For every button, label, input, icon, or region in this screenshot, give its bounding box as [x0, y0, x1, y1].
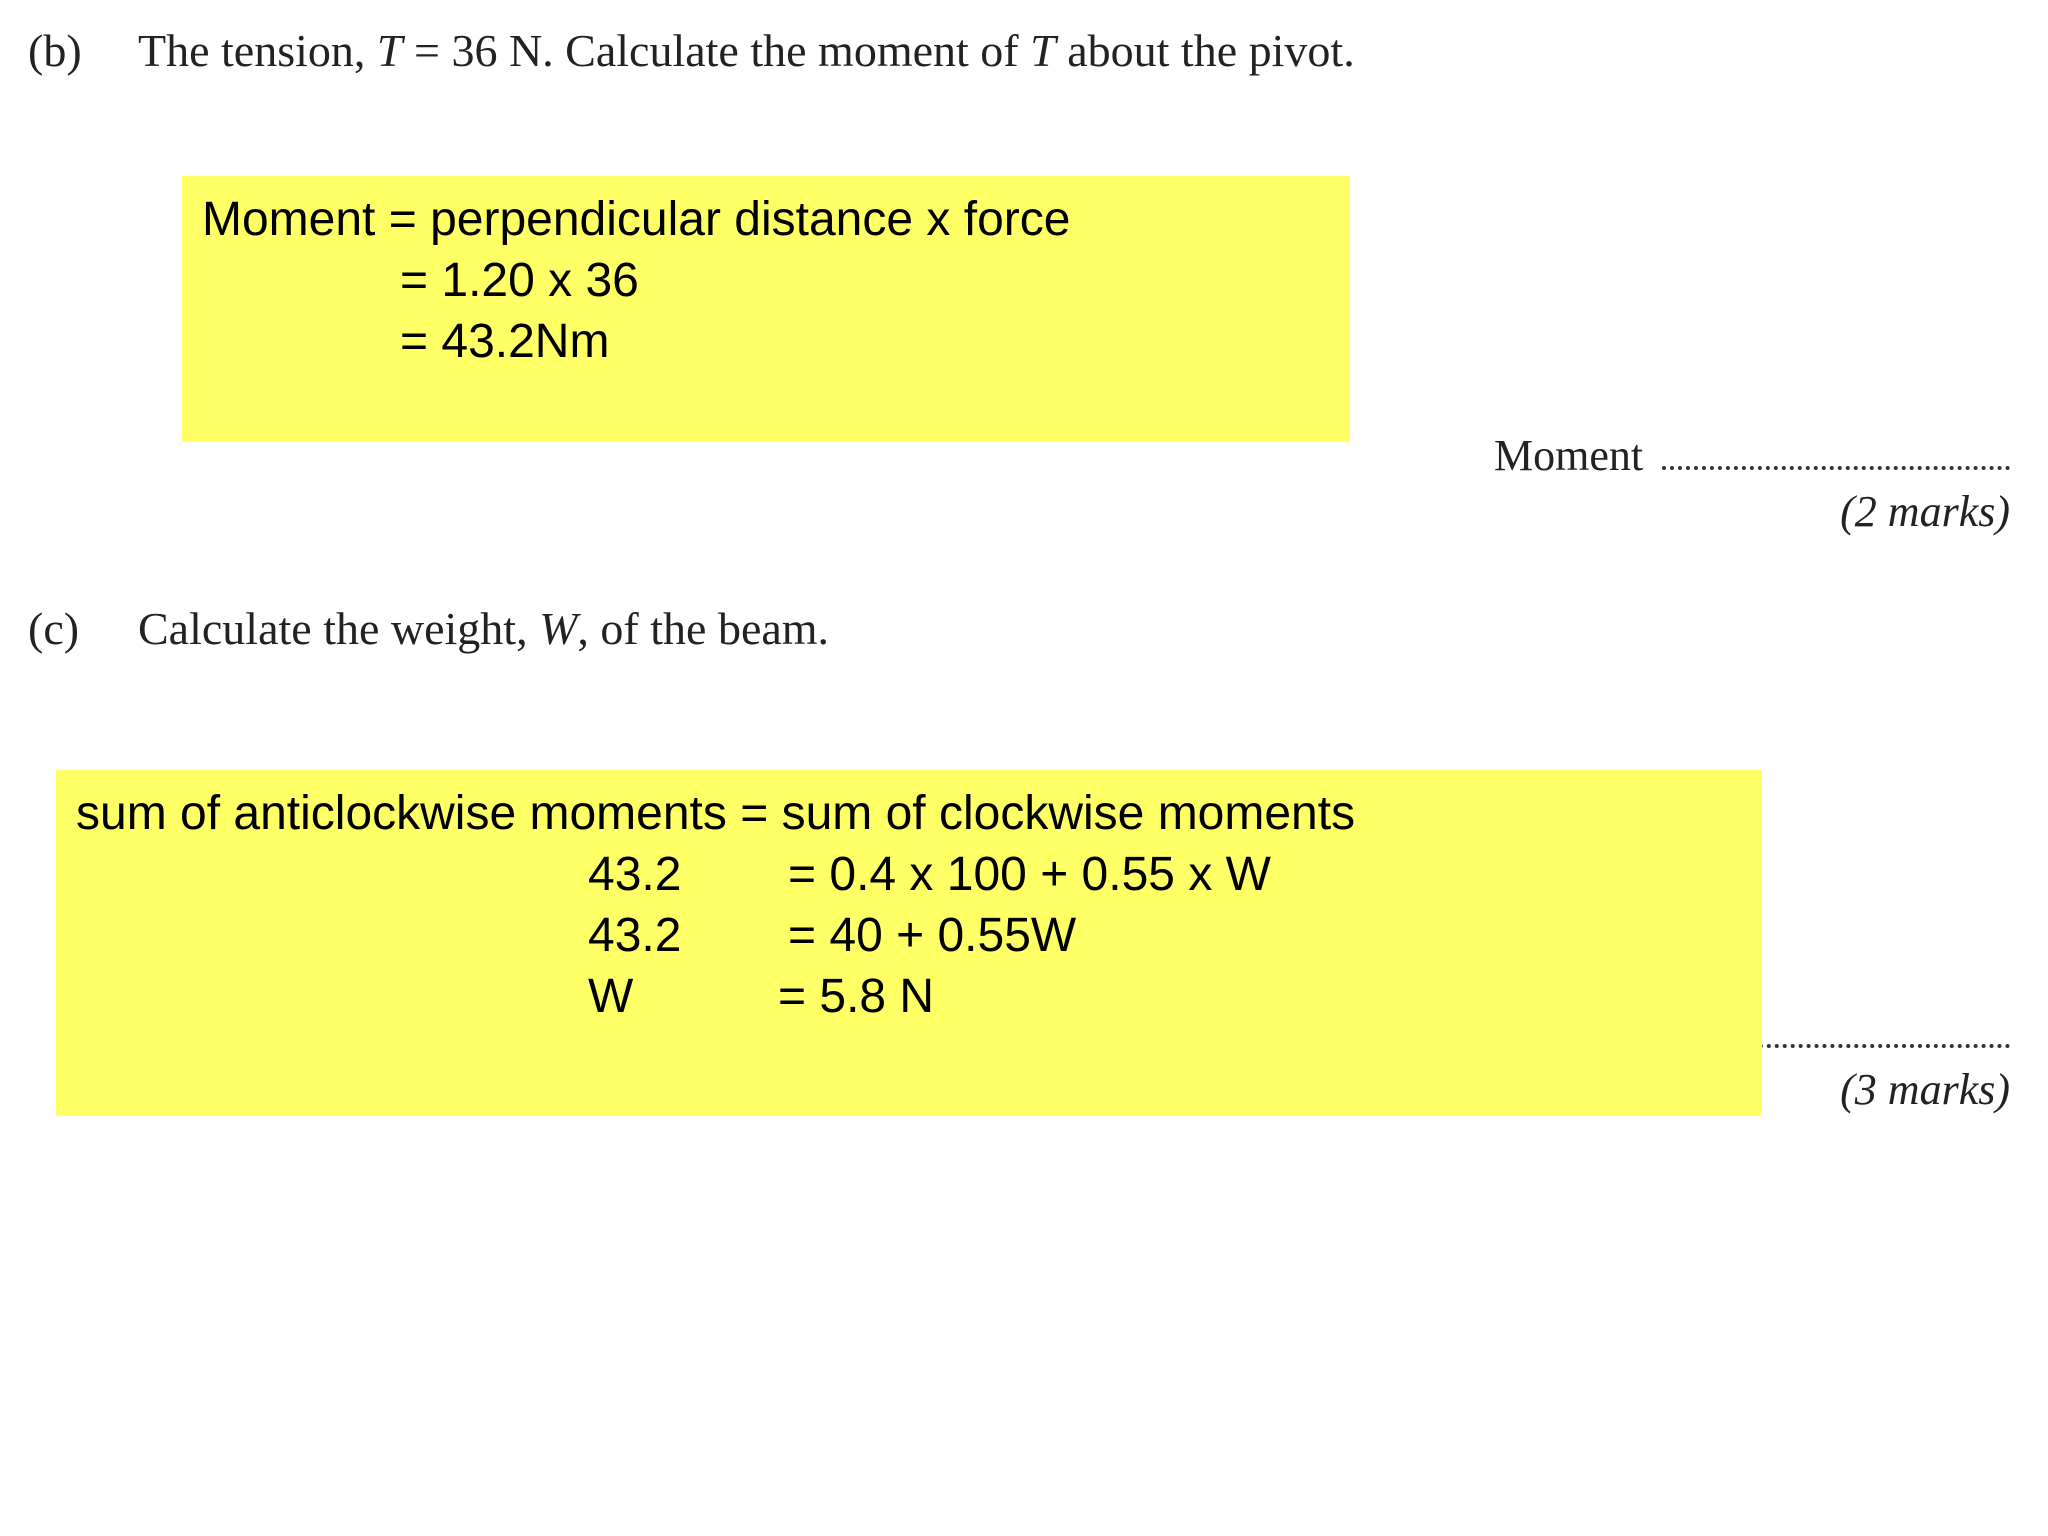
part-c-row-3-lhs: W	[588, 970, 634, 1023]
part-c-row-2-lhs: 43.2	[588, 909, 682, 962]
part-c-question	[138, 602, 829, 655]
part-b-question	[138, 24, 1355, 77]
part-c-row-1-rhs: = 0.4 x 100 + 0.55 x W	[788, 848, 1271, 901]
part-c-row-3-rhs: = 5.8 N	[778, 970, 935, 1023]
part-b-question-eq: = 36 N. Calculate the moment of	[402, 25, 1031, 76]
tension-symbol: T	[376, 25, 403, 76]
tension-symbol-2: T	[1030, 25, 1056, 76]
moment-answer-label: Moment	[1494, 431, 1644, 480]
part-c-question-prefix: Calculate the weight,	[138, 603, 540, 654]
part-b-label: (b)	[28, 25, 82, 76]
part-b-answer-line-1: Moment = perpendicular distance x force	[202, 193, 1071, 246]
part-b-question-prefix: The tension,	[138, 25, 377, 76]
part-b-marks: (2 marks)	[1840, 487, 2010, 536]
moment-answer-dotted-line	[1662, 466, 2010, 470]
part-c-row-2-rhs: = 40 + 0.55W	[788, 909, 1077, 962]
part-c-answer-header: sum of anticlockwise moments = sum of clockwise moments	[76, 787, 1356, 840]
part-c-row-1-lhs: 43.2	[588, 848, 682, 901]
part-b-answer-line-3: = 43.2Nm	[400, 315, 610, 368]
part-c-label: (c)	[28, 603, 80, 654]
weight-symbol: W	[539, 603, 578, 654]
part-b-question-suffix: about the pivot.	[1055, 25, 1355, 76]
part-c-marks: (3 marks)	[1840, 1065, 2010, 1114]
part-b-answer-line-2: = 1.20 x 36	[400, 254, 639, 307]
part-c-question-suffix: , of the beam.	[577, 603, 830, 654]
